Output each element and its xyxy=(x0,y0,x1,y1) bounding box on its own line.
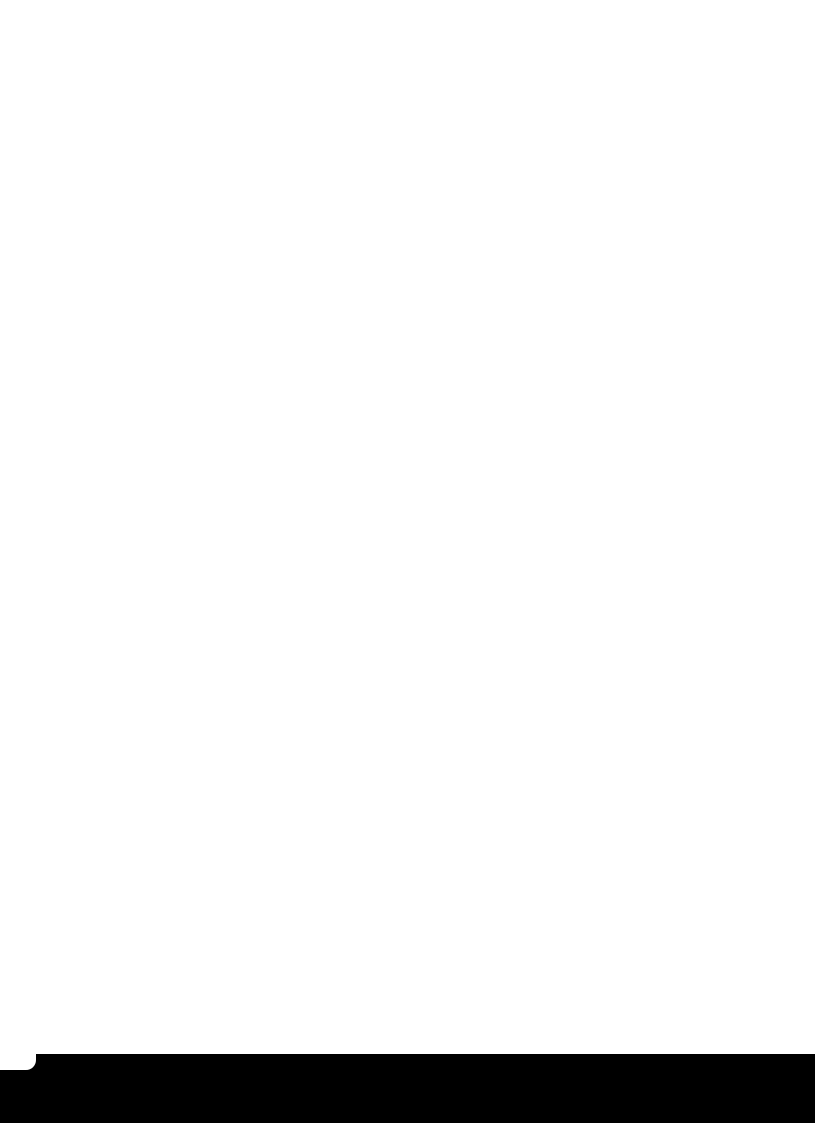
scan-bottom-border xyxy=(0,1054,815,1123)
spiral-binding xyxy=(0,0,48,1060)
scan-corner xyxy=(0,1054,36,1070)
